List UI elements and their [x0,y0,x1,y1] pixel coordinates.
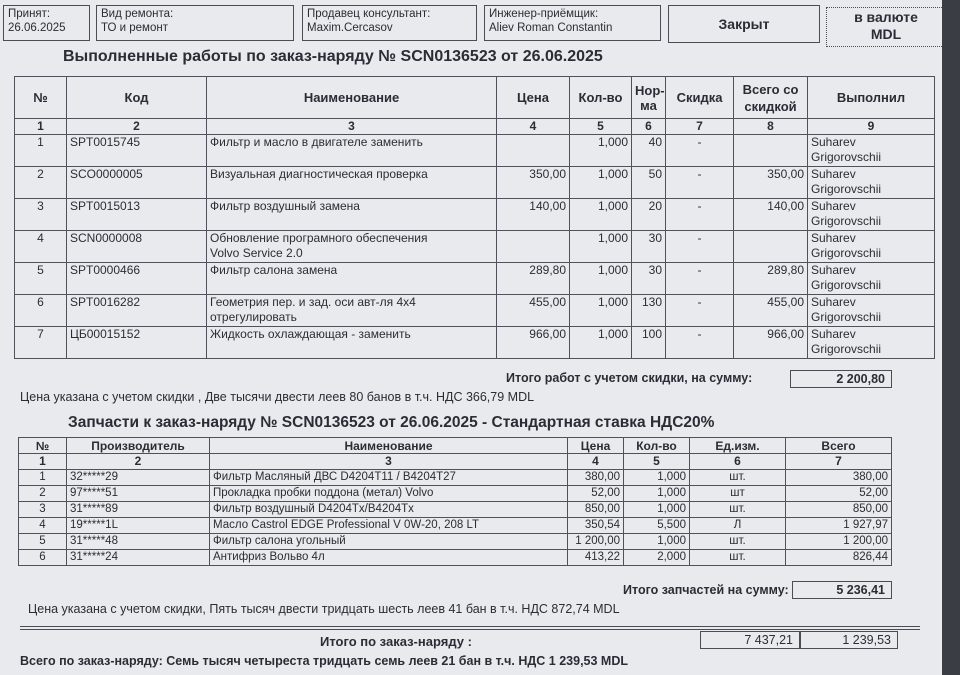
performer-line: Grigorovschii [811,342,882,356]
divider [20,629,920,630]
part-name: Фильтр салона угольный [210,534,568,550]
work-price: 289,80 [497,263,570,295]
works-header-row [15,77,935,119]
work-name-line: отрегулировать [210,310,297,324]
work-discount: - [666,199,734,231]
part-total: 1 927,97 [786,518,892,534]
parts-colnum-row [19,454,892,470]
col-header: Выполнил [808,77,935,119]
col-number: 4 [497,119,570,135]
work-name [207,263,497,295]
part-unit: шт [690,486,786,502]
works-total-value: 2 200,80 [790,370,892,388]
part-total: 850,00 [786,502,892,518]
work-name-line: Фильтр воздушный замена [210,199,360,213]
work-name [207,135,497,167]
col-number: 5 [570,119,632,135]
work-name-line: Жидкость охлаждающая - заменить [210,327,411,341]
work-name-line: Volvo Service 2.0 [210,246,303,260]
col-number: 9 [808,119,935,135]
col-number: 7 [786,454,892,470]
work-name [207,199,497,231]
works-table-row [15,167,935,199]
work-norm: 20 [632,199,666,231]
performer-line: Suharev [811,327,856,341]
engineer-label: Инженер-приёмщик: [489,8,599,20]
row-number: 2 [19,486,67,502]
row-number: 7 [15,327,67,359]
repair-type-box [96,5,294,41]
work-discount: - [666,327,734,359]
work-name-line: Фильтр и масло в двигателе заменить [210,135,423,149]
performer-line: Grigorovschii [811,214,882,228]
accepted-box [3,5,90,41]
work-norm: 30 [632,231,666,263]
parts-table [18,437,892,566]
parts-table-row [19,502,892,518]
grand-total-words: Всего по заказ-наряду: Семь тысяч четыреста тридцать семь леев 21 бан в т.ч. НДС 1 239,53 MDL [20,654,628,668]
work-total: 350,00 [734,167,808,199]
performer-line: Suharev [811,295,856,309]
col-number: 7 [666,119,734,135]
work-name [207,231,497,263]
row-number: 5 [19,534,67,550]
accepted-label: Принят: [8,8,51,20]
works-table-row [15,199,935,231]
work-name-line: Геометрия пер. и зад. оси авт-ля 4x4 [210,295,416,309]
works-table-row [15,135,935,167]
work-code: ЦБ00015152 [67,327,207,359]
col-number: 8 [734,119,808,135]
currency-value: MDL [870,26,902,42]
part-price: 52,00 [568,486,624,502]
works-total-label: Итого работ с учетом скидки, на сумму: [506,371,753,385]
row-number: 5 [15,263,67,295]
work-total: 455,00 [734,295,808,327]
performer-line: Grigorovschii [811,246,882,260]
part-qty: 1,000 [624,486,690,502]
row-number: 1 [15,135,67,167]
parts-table-row [19,470,892,486]
work-code: SCO0000005 [67,167,207,199]
works-table-row [15,263,935,295]
works-table-row [15,327,935,359]
part-name: Фильтр Масляный ДВС D4204T11 / B4204T27 [210,470,568,486]
work-performer [808,135,935,167]
work-discount: - [666,295,734,327]
col-number: 1 [19,454,67,470]
part-price: 350,54 [568,518,624,534]
work-discount: - [666,263,734,295]
col-header: Всего [786,438,892,454]
parts-total-label: Итого запчастей на сумму: [623,583,789,597]
work-qty: 1,000 [570,135,632,167]
performer-line: Suharev [811,167,856,181]
row-number: 2 [15,167,67,199]
seller-name: Maxim.Cercasov [307,22,393,34]
work-code: SPT0015013 [67,199,207,231]
work-qty: 1,000 [570,295,632,327]
works-price-note: Цена указана с учетом скидки , Две тысячи двести леев 80 банов в т.ч. НДС 366,79 MDL [20,390,535,404]
work-code: SCN0000008 [67,231,207,263]
work-code: SPT0015745 [67,135,207,167]
part-total: 826,44 [786,550,892,566]
col-header: № [15,77,67,119]
work-price: 455,00 [497,295,570,327]
work-total [734,135,808,167]
part-unit: шт. [690,550,786,566]
col-number: 6 [690,454,786,470]
part-price: 380,00 [568,470,624,486]
col-header: Цена [568,438,624,454]
work-norm: 100 [632,327,666,359]
work-performer [808,199,935,231]
work-name-line: Обновление програмного обеспечения [210,231,428,245]
part-total: 1 200,00 [786,534,892,550]
part-price: 1 200,00 [568,534,624,550]
work-norm: 30 [632,263,666,295]
part-qty: 1,000 [624,470,690,486]
work-price [497,231,570,263]
col-header: Скидка [666,77,734,119]
work-total: 289,80 [734,263,808,295]
row-number: 4 [19,518,67,534]
col-header: Цена [497,77,570,119]
part-name: Прокладка пробки поддона (метал) Volvo [210,486,568,502]
work-name-line: Фильтр салона замена [210,263,338,277]
work-performer [808,231,935,263]
performer-line: Grigorovschii [811,278,882,292]
currency-label: в валюте [854,9,918,25]
work-name [207,327,497,359]
parts-price-note: Цена указана с учетом скидки, Пять тысяч двести тридцать шесть леев 41 бан в т.ч. НДС 872,74 MDL [28,602,620,616]
work-performer [808,263,935,295]
col-header: Кол-во [570,77,632,119]
parts-total-value: 5 236,41 [792,581,892,599]
col-header: Наименование [210,438,568,454]
col-number: 3 [210,454,568,470]
row-number: 6 [15,295,67,327]
engineer-box [484,5,661,41]
part-maker: 32*****29 [67,470,210,486]
part-total: 380,00 [786,470,892,486]
repair-type-value: ТО и ремонт [101,22,168,34]
part-name: Масло Castrol EDGE Professional V 0W-20, 208 LT [210,518,568,534]
accepted-date: 26.06.2025 [8,22,66,34]
grand-vat-value: 1 239,53 [800,631,898,649]
divider [20,626,920,627]
part-maker: 31*****89 [67,502,210,518]
part-name: Фильтр воздушный D4204Tx/B4204Tx [210,502,568,518]
performer-line: Grigorovschii [811,150,882,164]
work-qty: 1,000 [570,231,632,263]
performer-line: Suharev [811,263,856,277]
work-name [207,295,497,327]
part-unit: шт. [690,534,786,550]
row-number: 4 [15,231,67,263]
work-performer [808,167,935,199]
part-maker: 19*****1L [67,518,210,534]
work-name [207,167,497,199]
part-price: 850,00 [568,502,624,518]
repair-type-label: Вид ремонта: [101,8,174,20]
col-number: 2 [67,454,210,470]
work-norm: 130 [632,295,666,327]
parts-title: Запчасти к заказ-наряду № SCN0136523 от 26.06.2025 - Стандартная ставка НДС20% [68,414,715,431]
col-header: Производитель [67,438,210,454]
col-number: 6 [632,119,666,135]
row-number: 1 [19,470,67,486]
parts-table-row [19,550,892,566]
works-table-row [15,295,935,327]
work-code: SPT0000466 [67,263,207,295]
col-number: 2 [67,119,207,135]
parts-table-row [19,534,892,550]
work-norm: 50 [632,167,666,199]
grand-total-value: 7 437,21 [700,631,800,649]
performer-line: Suharev [811,135,856,149]
part-maker: 31*****24 [67,550,210,566]
col-number: 1 [15,119,67,135]
work-qty: 1,000 [570,263,632,295]
work-price: 966,00 [497,327,570,359]
part-price: 413,22 [568,550,624,566]
parts-header-row [19,438,892,454]
row-number: 3 [15,199,67,231]
works-table-row [15,231,935,263]
seller-label: Продавец консультант: [307,8,431,20]
col-number: 5 [624,454,690,470]
work-performer [808,327,935,359]
work-performer [808,295,935,327]
work-qty: 1,000 [570,199,632,231]
part-qty: 2,000 [624,550,690,566]
col-number: 4 [568,454,624,470]
seller-box [302,5,477,41]
part-qty: 1,000 [624,534,690,550]
col-header: Наименование [207,77,497,119]
col-header: № [19,438,67,454]
works-colnum-row [15,119,935,135]
part-maker: 97*****51 [67,486,210,502]
performer-line: Suharev [811,199,856,213]
performer-line: Grigorovschii [811,182,882,196]
col-header: Ед.изм. [690,438,786,454]
work-code: SPT0016282 [67,295,207,327]
col-header: Кол-во [624,438,690,454]
work-discount: - [666,135,734,167]
work-price: 140,00 [497,199,570,231]
grand-total-label: Итого по заказ-наряду : [320,634,472,649]
work-total [734,231,808,263]
parts-table-row [19,518,892,534]
work-norm: 40 [632,135,666,167]
work-total: 966,00 [734,327,808,359]
col-header: Всего со скидкой [734,77,808,119]
work-discount: - [666,231,734,263]
part-unit: шт. [690,470,786,486]
performer-line: Suharev [811,231,856,245]
work-total: 140,00 [734,199,808,231]
work-qty: 1,000 [570,167,632,199]
currency-box [826,7,942,47]
col-header: Нор-ма [632,77,666,119]
part-name: Антифриз Вольво 4л [210,550,568,566]
part-total: 52,00 [786,486,892,502]
row-number: 3 [19,502,67,518]
part-unit: Л [690,518,786,534]
work-price [497,135,570,167]
engineer-name: Aliev Roman Constantin [489,22,613,34]
performer-line: Grigorovschii [811,310,882,324]
works-table [14,76,935,359]
work-qty: 1,000 [570,327,632,359]
status-box [668,5,820,43]
work-discount: - [666,167,734,199]
parts-table-row [19,486,892,502]
col-header: Код [67,77,207,119]
col-number: 3 [207,119,497,135]
row-number: 6 [19,550,67,566]
part-qty: 5,500 [624,518,690,534]
work-name-line: Визуальная диагностическая проверка [210,167,428,181]
part-unit: шт. [690,502,786,518]
work-price: 350,00 [497,167,570,199]
works-title: Выполненные работы по заказ-наряду № SCN0136523 от 26.06.2025 [63,48,603,65]
part-qty: 1,000 [624,502,690,518]
part-maker: 31*****48 [67,534,210,550]
status-value: Закрыт [718,16,770,32]
